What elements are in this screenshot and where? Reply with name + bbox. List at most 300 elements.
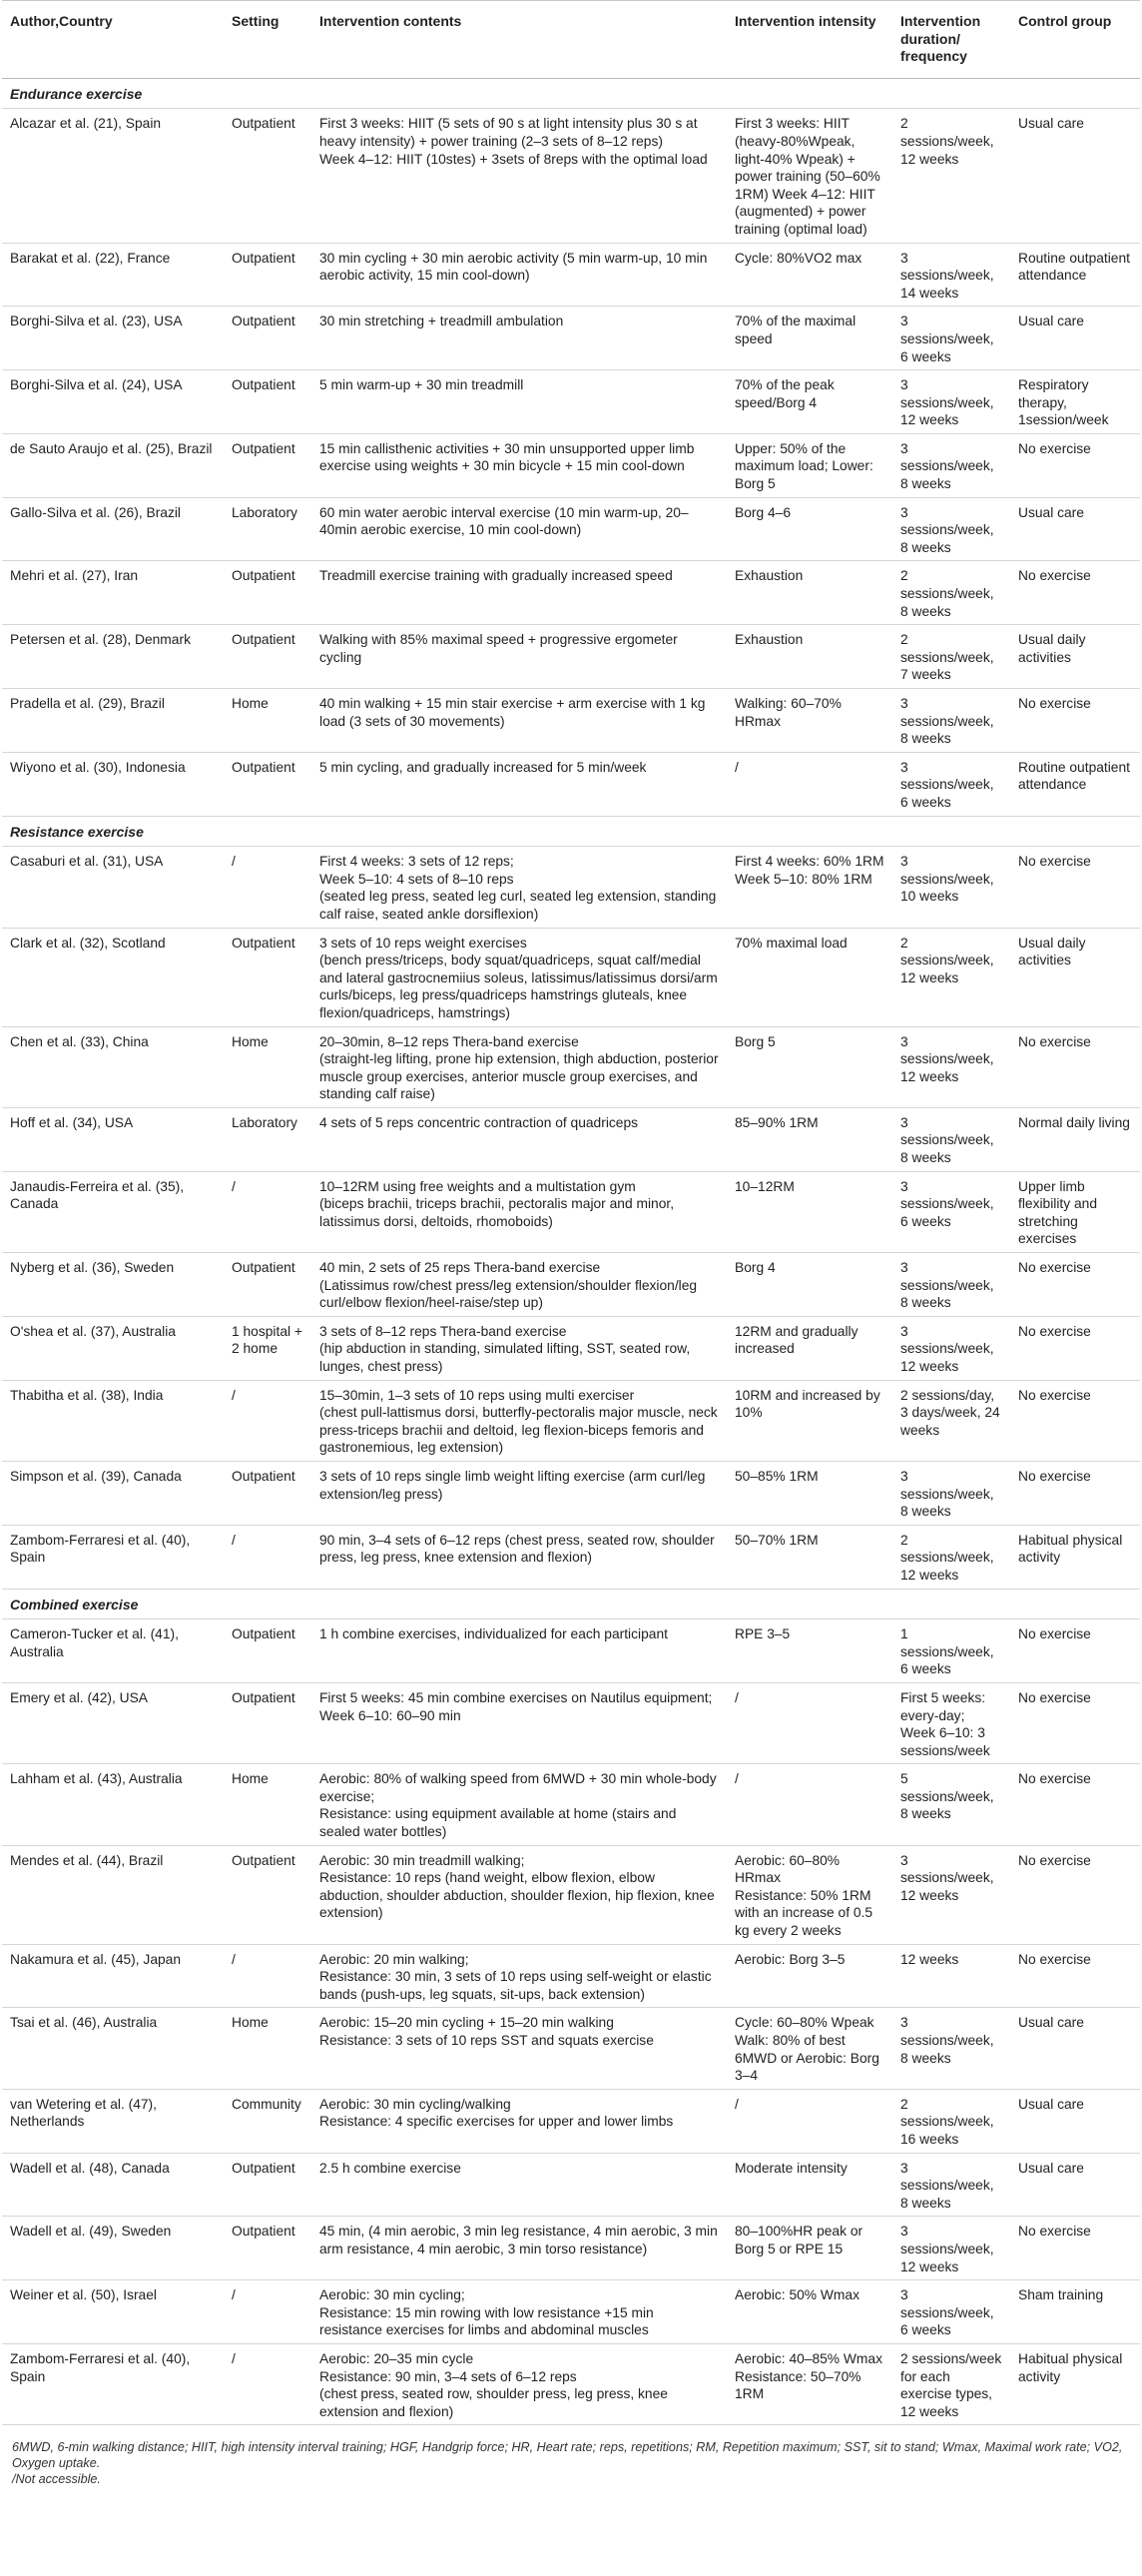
intensity-cell-line: 12RM and gradually increased [735,1323,858,1357]
contents-cell-line: Week 5–10: 4 sets of 8–10 reps [319,871,514,887]
intensity-cell-line: Aerobic: 50% Wmax [735,2287,859,2303]
intervention-table [2,0,1140,2425]
duration-cell: 3 sessions/week, 6 weeks [892,1171,1010,1252]
contents-cell-line: 10–12RM using free weights and a multistation gym [319,1178,636,1194]
intensity-cell [727,370,892,434]
control-cell: No exercise [1010,689,1140,753]
control-cell: No exercise [1010,1253,1140,1317]
intensity-cell-line: 10RM and increased by 10% [735,1387,880,1421]
setting-cell: / [224,1380,311,1461]
contents-cell [311,2008,727,2089]
intensity-cell-line: / [735,1689,739,1705]
contents-cell-line: 3 sets of 8–12 reps Thera-band exercise [319,1323,567,1339]
setting-cell: 1 hospital + 2 home [224,1316,311,1380]
control-cell: Habitual physical activity [1010,1525,1140,1589]
author-cell: Thabitha et al. (38), India [2,1380,224,1461]
table-body [2,78,1140,2425]
intensity-cell [727,847,892,928]
duration-cell: 3 sessions/week, 6 weeks [892,2280,1010,2344]
table-row [2,2153,1140,2217]
table-row [2,307,1140,370]
table-row [2,928,1140,1026]
contents-cell-line: Treadmill exercise training with gradually increased speed [319,568,673,584]
setting-cell: Outpatient [224,2153,311,2217]
contents-cell-line: 3 sets of 10 reps single limb weight lifting exercise (arm curl/leg extension/leg press) [319,1468,706,1502]
control-cell: Usual care [1010,307,1140,370]
section-row [2,1589,1140,1619]
contents-cell-line: 40 min, 2 sets of 25 reps Thera-band exercise [319,1260,601,1276]
intensity-cell-line: 70% of the maximal speed [735,314,856,346]
intensity-cell-line: 50–70% 1RM [735,1532,819,1548]
author-cell: de Sauto Araujo et al. (25), Brazil [2,433,224,497]
author-cell: Casaburi et al. (31), USA [2,847,224,928]
intensity-cell-line: Exhaustion [735,568,804,584]
setting-cell: Outpatient [224,433,311,497]
column-header-control: Control group [1010,1,1140,79]
author-cell: Clark et al. (32), Scotland [2,928,224,1026]
contents-cell-line: Resistance: using equipment available at home (stairs and sealed water bottles) [319,1806,677,1840]
setting-cell: Outpatient [224,928,311,1026]
setting-cell: Outpatient [224,2217,311,2280]
contents-cell-line: Aerobic: 15–20 min cycling + 15–20 min walking [319,2015,614,2031]
intensity-cell [727,625,892,689]
intensity-cell-line: / [735,759,739,775]
intensity-cell [727,433,892,497]
section-row [2,816,1140,847]
intensity-cell-line: Exhaustion [735,632,804,648]
author-cell: van Wetering et al. (47), Netherlands [2,2089,224,2153]
intensity-cell-line: Borg 5 [735,1033,776,1049]
contents-cell-line: (chest press, seated row, shoulder press, leg press, knee extension and flexion) [319,2386,668,2419]
intensity-cell [727,109,892,243]
intensity-cell-line: 70% maximal load [735,935,848,951]
column-header-contents: Intervention contents [311,1,727,79]
intensity-cell [727,1619,892,1683]
table-row [2,2280,1140,2344]
duration-cell: 2 sessions/week, 7 weeks [892,625,1010,689]
table-row [2,625,1140,689]
intensity-cell [727,1525,892,1589]
author-cell: Zambom-Ferraresi et al. (40), Spain [2,2343,224,2424]
setting-cell: Outpatient [224,625,311,689]
setting-cell: Home [224,1764,311,1845]
contents-cell-line: Walking with 85% maximal speed + progressive ergometer cycling [319,632,678,665]
setting-cell: Outpatient [224,109,311,243]
setting-cell: / [224,847,311,928]
table-row [2,752,1140,816]
contents-cell-line: 2.5 h combine exercise [319,2160,461,2176]
duration-cell: 3 sessions/week, 10 weeks [892,847,1010,928]
setting-cell: Outpatient [224,370,311,434]
footnote-abbreviations: 6MWD, 6-min walking distance; HIIT, high intensity interval training; HGF, Handgrip force; HR, Heart rate; reps, repetitions; RM, Repetition maximum; SST, sit to stand; Wmax, Maximal work rate; VO2, Oxygen uptake. [12,2440,1123,2471]
intensity-cell-line: Borg 4 [735,1260,776,1276]
table-row [2,1107,1140,1171]
table-row [2,2343,1140,2424]
intensity-cell-line: 10–12RM [735,1178,795,1194]
contents-cell-line: (chest pull-lattismus dorsi, butterfly-pectoralis major muscle, neck press-triceps brachii and deltoid, leg flexion-biceps femoris and gastronemious, leg extension) [319,1405,718,1456]
intensity-cell [727,1316,892,1380]
author-cell: Nakamura et al. (45), Japan [2,1944,224,2008]
contents-cell-line: 1 h combine exercises, individualized for each participant [319,1626,668,1642]
duration-cell: 3 sessions/week, 8 weeks [892,2153,1010,2217]
setting-cell: / [224,2280,311,2344]
intensity-cell-line: / [735,1771,739,1787]
control-cell: Upper limb flexibility and stretching exercises [1010,1171,1140,1252]
intensity-cell-line: Resistance: 50% 1RM with an increase of 0.5 kg every 2 weeks [735,1887,873,1939]
setting-cell: Outpatient [224,561,311,625]
duration-cell: 3 sessions/week, 6 weeks [892,752,1010,816]
author-cell: Mendes et al. (44), Brazil [2,1845,224,1944]
control-cell: No exercise [1010,1845,1140,1944]
author-cell: Borghi-Silva et al. (24), USA [2,370,224,434]
table-row [2,109,1140,243]
intensity-cell [727,752,892,816]
intensity-cell-line: Borg 4–6 [735,504,791,520]
section-title: Resistance exercise [2,816,1140,847]
header-row [2,1,1140,79]
author-cell: Weiner et al. (50), Israel [2,2280,224,2344]
contents-cell-line: 30 min cycling + 30 min aerobic activity (5 min warm-up, 10 min aerobic activity, 15 min cool-down) [319,250,708,284]
contents-cell-line: 90 min, 3–4 sets of 6–12 reps (chest press, seated row, shoulder press, leg press, knee extension and flexion) [319,1532,715,1566]
section-title: Endurance exercise [2,78,1140,109]
setting-cell: Outpatient [224,752,311,816]
duration-cell: 2 sessions/week, 12 weeks [892,109,1010,243]
contents-cell-line: First 4 weeks: 3 sets of 12 reps; [319,854,514,870]
author-cell: Nyberg et al. (36), Sweden [2,1253,224,1317]
table-row [2,2008,1140,2089]
setting-cell: / [224,1944,311,2008]
contents-cell [311,1316,727,1380]
contents-cell-line: 3 sets of 10 reps weight exercises [319,935,527,951]
intensity-cell-line: Aerobic: Borg 3–5 [735,1951,846,1967]
author-cell: Chen et al. (33), China [2,1026,224,1107]
author-cell: Wadell et al. (49), Sweden [2,2217,224,2280]
contents-cell-line: 5 min cycling, and gradually increased for 5 min/week [319,759,647,775]
table-row [2,1682,1140,1763]
control-cell: Usual care [1010,109,1140,243]
control-cell: No exercise [1010,1026,1140,1107]
duration-cell: 2 sessions/day, 3 days/week, 24 weeks [892,1380,1010,1461]
author-cell: Alcazar et al. (21), Spain [2,109,224,243]
table-row [2,1619,1140,1683]
duration-cell: 12 weeks [892,1944,1010,2008]
contents-cell [311,433,727,497]
contents-cell [311,1845,727,1944]
duration-cell: 3 sessions/week, 8 weeks [892,433,1010,497]
control-cell: No exercise [1010,1316,1140,1380]
contents-cell-line: 15 min callisthenic activities + 30 min unsupported upper limb exercise using weights + 30 min bicycle + 15 min cool-down [319,440,695,474]
control-cell: No exercise [1010,1380,1140,1461]
author-cell: Zambom-Ferraresi et al. (40), Spain [2,1525,224,1589]
contents-cell-line: 60 min water aerobic interval exercise (10 min warm-up, 20–40min aerobic exercise, 10 min cool-down) [319,504,689,538]
contents-cell [311,109,727,243]
intensity-cell [727,1845,892,1944]
author-cell: Borghi-Silva et al. (23), USA [2,307,224,370]
setting-cell: Outpatient [224,1619,311,1683]
intensity-cell-line: First 4 weeks: 60% 1RM Week 5–10: 80% 1RM [735,854,884,887]
duration-cell: 3 sessions/week, 8 weeks [892,1461,1010,1525]
duration-cell: 3 sessions/week, 8 weeks [892,1107,1010,1171]
duration-cell: 2 sessions/week, 12 weeks [892,1525,1010,1589]
contents-cell-line: Aerobic: 30 min cycling; [319,2287,465,2303]
intensity-cell-line: Upper: 50% of the maximum load; Lower: Borg 5 [735,440,873,492]
column-header-author: Author,Country [2,1,224,79]
intensity-cell-line: 50–85% 1RM [735,1468,819,1484]
duration-cell: 5 sessions/week, 8 weeks [892,1764,1010,1845]
contents-cell [311,561,727,625]
contents-cell-line: Week 4–12: HIIT (10stes) + 3sets of 8reps with the optimal load [319,151,708,167]
contents-cell-line: 20–30min, 8–12 reps Thera-band exercise [319,1033,579,1049]
author-cell: Lahham et al. (43), Australia [2,1764,224,1845]
author-cell: Barakat et al. (22), France [2,243,224,307]
contents-cell-line: 15–30min, 1–3 sets of 10 reps using multi exerciser [319,1387,635,1403]
intensity-cell-line: Resistance: 50–70% 1RM [735,2368,861,2402]
author-cell: Cameron-Tucker et al. (41), Australia [2,1619,224,1683]
setting-cell: Outpatient [224,1845,311,1944]
setting-cell: Outpatient [224,243,311,307]
duration-cell: 2 sessions/week, 8 weeks [892,561,1010,625]
table-row [2,1026,1140,1107]
control-cell: Habitual physical activity [1010,2343,1140,2424]
table-row [2,2089,1140,2153]
control-cell: Respiratory therapy, 1session/week [1010,370,1140,434]
setting-cell: / [224,1525,311,1589]
contents-cell-line: (straight-leg lifting, prone hip extension, thigh abduction, posterior muscle group exercises, anterior muscle group exercises, and standing calf raise) [319,1051,719,1102]
control-cell: Usual daily activities [1010,928,1140,1026]
setting-cell: Laboratory [224,1107,311,1171]
intensity-cell [727,928,892,1026]
contents-cell-line: First 5 weeks: 45 min combine exercises on Nautilus equipment; [319,1689,713,1705]
table-row [2,1764,1140,1845]
contents-cell [311,1944,727,2008]
contents-cell [311,1171,727,1252]
contents-cell [311,1461,727,1525]
contents-cell [311,1764,727,1845]
contents-cell [311,847,727,928]
duration-cell: 3 sessions/week, 12 weeks [892,2217,1010,2280]
table-row [2,561,1140,625]
intensity-cell [727,2089,892,2153]
control-cell: No exercise [1010,1619,1140,1683]
control-cell: Usual care [1010,497,1140,561]
control-cell: No exercise [1010,847,1140,928]
table-row [2,1944,1140,2008]
control-cell: Usual care [1010,2008,1140,2089]
intensity-cell-line: Cycle: 60–80% Wpeak [735,2015,874,2031]
contents-cell [311,1525,727,1589]
table-row [2,497,1140,561]
author-cell: Wiyono et al. (30), Indonesia [2,752,224,816]
contents-cell-line: 30 min stretching + treadmill ambulation [319,314,564,329]
contents-cell [311,497,727,561]
duration-cell: 3 sessions/week, 8 weeks [892,497,1010,561]
author-cell: O'shea et al. (37), Australia [2,1316,224,1380]
duration-cell: 3 sessions/week, 12 weeks [892,1026,1010,1107]
contents-cell [311,1026,727,1107]
table-row [2,1316,1140,1380]
intensity-cell [727,1682,892,1763]
intensity-cell [727,1764,892,1845]
duration-cell: 3 sessions/week, 12 weeks [892,1845,1010,1944]
contents-cell-line: Aerobic: 30 min treadmill walking; [319,1852,525,1868]
intensity-cell [727,497,892,561]
author-cell: Tsai et al. (46), Australia [2,2008,224,2089]
intensity-cell [727,1107,892,1171]
contents-cell-line: 45 min, (4 min aerobic, 3 min leg resistance, 4 min aerobic, 3 min arm resistance, 4 min aerobic, 3 min torso resistance) [319,2224,718,2256]
table-row [2,847,1140,928]
contents-cell-line: Resistance: 30 min, 3 sets of 10 reps using self-weight or elastic bands (push-ups, leg squats, sit-ups, back extension) [319,1969,712,2002]
setting-cell: Home [224,1026,311,1107]
intensity-cell [727,2343,892,2424]
control-cell: Routine outpatient attendance [1010,243,1140,307]
table-row [2,1461,1140,1525]
contents-cell [311,2153,727,2217]
control-cell: No exercise [1010,1461,1140,1525]
contents-cell [311,1619,727,1683]
contents-cell [311,1682,727,1763]
author-cell: Mehri et al. (27), Iran [2,561,224,625]
contents-cell [311,928,727,1026]
contents-cell-line: Resistance: 3 sets of 10 reps SST and squats exercise [319,2033,654,2048]
duration-cell: 3 sessions/week, 8 weeks [892,689,1010,753]
control-cell: No exercise [1010,2217,1140,2280]
contents-cell-line: (Latissimus row/chest press/leg extension/shoulder flexion/leg curl/elbow flexion/heel-raise/step up) [319,1277,698,1311]
setting-cell: Outpatient [224,1682,311,1763]
table-row [2,1525,1140,1589]
intensity-cell-line: 85–90% 1RM [735,1114,819,1130]
footnote-not-accessible: /Not accessible. [12,2472,101,2487]
contents-cell-line: Resistance: 90 min, 3–4 sets of 6–12 reps [319,2368,577,2384]
contents-cell-line: (bench press/triceps, body squat/quadriceps, squat calf/medial and lateral gastrocnemiius soleus, latissimus/latissimus dorsi/arm curls/biceps, leg press/quadriceps hamstrings gluteals, knee flexion/quadriceps, hamstrings) [319,953,718,1020]
intensity-cell [727,2280,892,2344]
contents-cell [311,370,727,434]
contents-cell-line: Resistance: 15 min rowing with low resistance +15 min resistance exercises for limbs and abdominal muscles [319,2304,654,2338]
contents-cell-line: (biceps brachii, triceps brachii, pectoralis major and minor, latissimus dorsi, deltoids, rhomoboids) [319,1196,675,1229]
duration-cell: 3 sessions/week, 12 weeks [892,370,1010,434]
contents-cell-line: 40 min walking + 15 min stair exercise + arm exercise with 1 kg load (3 sets of 30 movements) [319,696,706,729]
table-row [2,1380,1140,1461]
contents-cell-line: 4 sets of 5 reps concentric contraction of quadriceps [319,1114,639,1130]
duration-cell: 3 sessions/week, 14 weeks [892,243,1010,307]
contents-cell-line: Resistance: 4 specific exercises for upper and lower limbs [319,2114,674,2130]
intensity-cell [727,1026,892,1107]
control-cell: Usual daily activities [1010,625,1140,689]
contents-cell [311,243,727,307]
contents-cell [311,689,727,753]
setting-cell: / [224,1171,311,1252]
duration-cell: 2 sessions/week, 12 weeks [892,928,1010,1026]
intensity-cell [727,1380,892,1461]
control-cell: No exercise [1010,1764,1140,1845]
table-footnote [0,2425,1140,2487]
author-cell: Janaudis-Ferreira et al. (35), Canada [2,1171,224,1252]
setting-cell: Outpatient [224,307,311,370]
author-cell: Petersen et al. (28), Denmark [2,625,224,689]
contents-cell-line: Aerobic: 20 min walking; [319,1951,469,1967]
duration-cell: 3 sessions/week, 8 weeks [892,1253,1010,1317]
setting-cell: / [224,2343,311,2424]
control-cell: No exercise [1010,433,1140,497]
intensity-cell-line: Aerobic: 60–80% HRmax [735,1852,841,1886]
contents-cell-line: First 3 weeks: HIIT (5 sets of 90 s at light intensity plus 30 s at heavy intensity) + power training (2–3 sets of 8–12 reps) [319,116,698,149]
intensity-cell [727,2217,892,2280]
setting-cell: Outpatient [224,1253,311,1317]
author-cell: Emery et al. (42), USA [2,1682,224,1763]
intensity-cell-line: Walking: 60–70% HRmax [735,696,842,729]
table-row [2,1845,1140,1944]
duration-cell: 2 sessions/week for each exercise types, 12 weeks [892,2343,1010,2424]
duration-cell: 2 sessions/week, 16 weeks [892,2089,1010,2153]
section-title: Combined exercise [2,1589,1140,1619]
intensity-cell [727,1171,892,1252]
intensity-cell-line: 70% of the peak speed/Borg 4 [735,377,835,410]
control-cell: Routine outpatient attendance [1010,752,1140,816]
table-row [2,2217,1140,2280]
duration-cell: 3 sessions/week, 6 weeks [892,307,1010,370]
control-cell: Sham training [1010,2280,1140,2344]
table-row [2,370,1140,434]
setting-cell: Home [224,2008,311,2089]
duration-cell: 1 sessions/week, 6 weeks [892,1619,1010,1683]
duration-cell: First 5 weeks: every-day; Week 6–10: 3 sessions/week [892,1682,1010,1763]
table-row [2,1171,1140,1252]
contents-cell-line: Week 6–10: 60–90 min [319,1707,461,1723]
author-cell: Hoff et al. (34), USA [2,1107,224,1171]
contents-cell [311,625,727,689]
intensity-cell [727,1461,892,1525]
table-row [2,1253,1140,1317]
author-cell: Gallo-Silva et al. (26), Brazil [2,497,224,561]
section-row [2,78,1140,109]
column-header-duration: Intervention duration/ frequency [892,1,1010,79]
intensity-cell [727,1253,892,1317]
table-row [2,689,1140,753]
intensity-cell [727,1944,892,2008]
intensity-cell-line: 80–100%HR peak or Borg 5 or RPE 15 [735,2224,863,2256]
intensity-cell [727,243,892,307]
intensity-cell-line: Walk: 80% of best 6MWD or Aerobic: Borg 3–4 [735,2033,879,2084]
contents-cell [311,2089,727,2153]
column-header-setting: Setting [224,1,311,79]
contents-cell [311,2343,727,2424]
author-cell: Wadell et al. (48), Canada [2,2153,224,2217]
intensity-cell-line: First 3 weeks: HIIT (heavy-80%Wpeak, light-40% Wpeak) + power training (50–60% 1RM) Week 4–12: HIIT (augmented) + power training (optimal load) [735,116,880,237]
control-cell: No exercise [1010,561,1140,625]
contents-cell-line: Aerobic: 30 min cycling/walking [319,2096,511,2112]
author-cell: Pradella et al. (29), Brazil [2,689,224,753]
contents-cell-line: Aerobic: 20–35 min cycle [319,2350,474,2366]
intensity-cell [727,689,892,753]
intensity-cell-line: Moderate intensity [735,2160,848,2176]
contents-cell [311,307,727,370]
contents-cell [311,1380,727,1461]
intensity-cell [727,561,892,625]
column-header-intensity: Intervention intensity [727,1,892,79]
setting-cell: Community [224,2089,311,2153]
contents-cell-line: Resistance: 10 reps (hand weight, elbow flexion, elbow abduction, shoulder abduction, shoulder flexion, hip flexion, knee extension) [319,1870,715,1921]
setting-cell: Laboratory [224,497,311,561]
control-cell: Usual care [1010,2089,1140,2153]
contents-cell-line: Aerobic: 80% of walking speed from 6MWD + 30 min whole-body exercise; [319,1771,717,1804]
contents-cell [311,1253,727,1317]
setting-cell: Outpatient [224,1461,311,1525]
contents-cell-line: (seated leg press, seated leg curl, seated leg extension, standing calf raise, seated ankle dorsiflexion) [319,889,717,922]
duration-cell: 3 sessions/week, 8 weeks [892,2008,1010,2089]
intensity-cell-line: / [735,2096,739,2112]
intensity-cell-line: Cycle: 80%VO2 max [735,250,862,266]
setting-cell: Home [224,689,311,753]
table-row [2,433,1140,497]
